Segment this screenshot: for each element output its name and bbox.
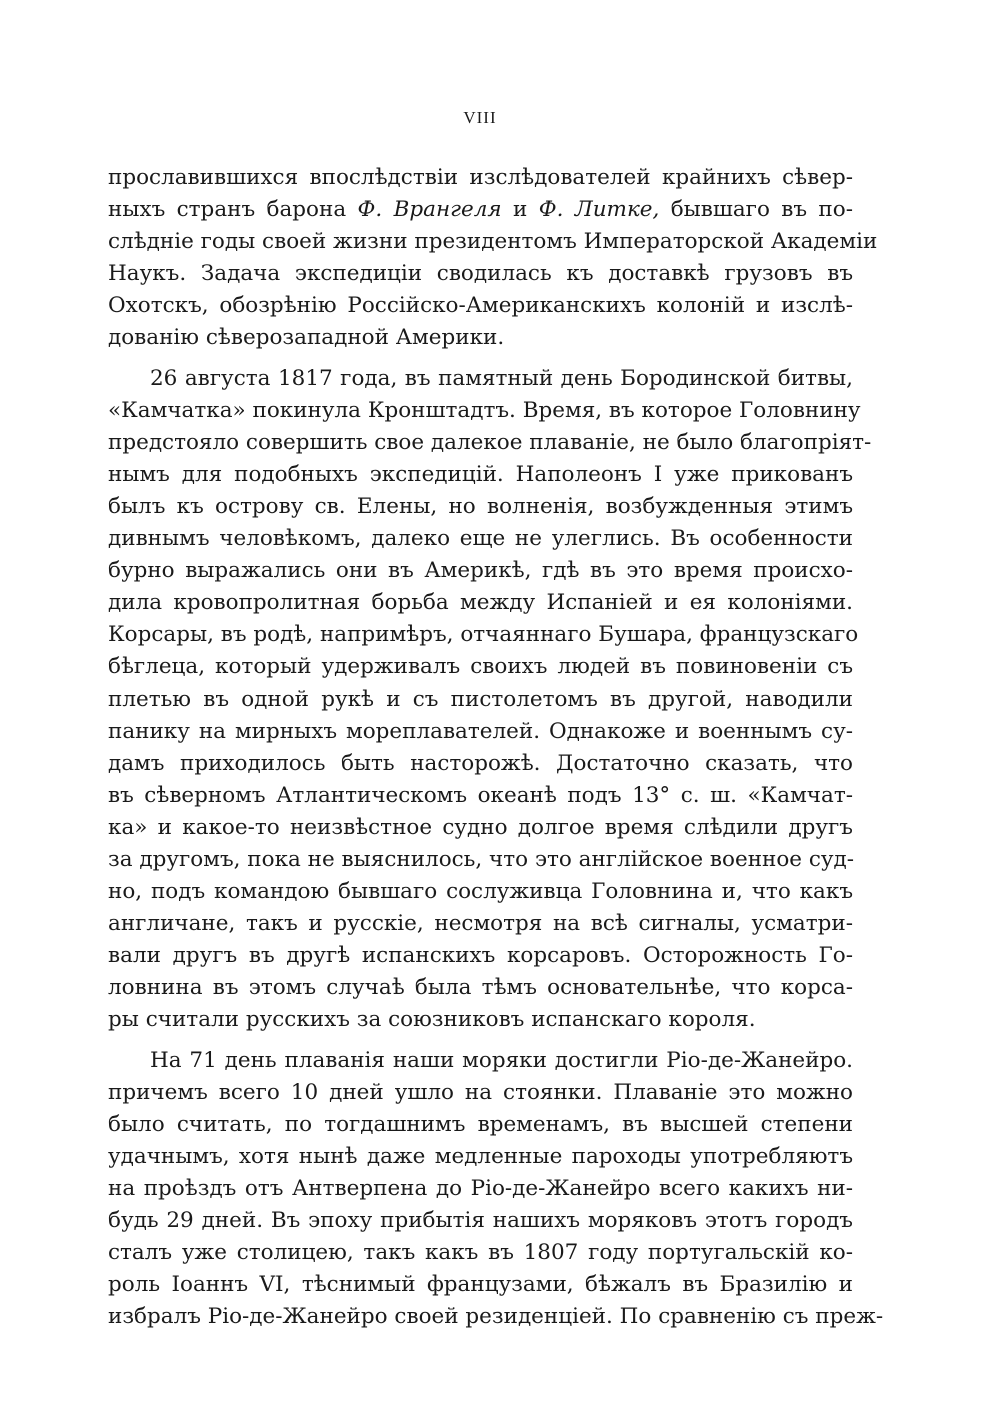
text-line: бурно выражались они въ Америкѣ, гдѣ въ это время происхо- xyxy=(108,558,853,584)
text-line: ка» и какое-то неизвѣстное судно долгое время слѣдили другъ xyxy=(108,814,853,840)
text-line: сталъ уже столицею, такъ какъ въ 1807 году португальскій ко- xyxy=(108,1240,853,1266)
text-line: Охотскъ, обозрѣнію Россійско-Американскихъ колоній и изслѣ- xyxy=(108,293,853,319)
text-line: въ сѣверномъ Атлантическомъ океанѣ подъ 13° с. ш. «Камчат- xyxy=(108,782,853,808)
text-line: англичане, такъ и русскіе, несмотря на всѣ сигналы, усматри- xyxy=(108,911,853,937)
text-line: былъ къ острову св. Елены, но волненія, возбужденныя этимъ xyxy=(108,493,853,519)
text-line: ры считали русскихъ за союзниковъ испанскаго короля. xyxy=(108,1007,756,1033)
name-wrangel: Ф. Врангеля xyxy=(357,197,502,223)
text-line: дивнымъ человѣкомъ, далеко еще не улеглись. Въ особенности xyxy=(108,526,853,552)
text-span: и xyxy=(513,197,528,223)
text-line: роль Іоаннъ VI, тѣснимый французами, бѣжалъ въ Бразилію и xyxy=(108,1272,853,1298)
text-line: бѣглеца, который удерживалъ своихъ людей въ повиновеніи съ xyxy=(108,654,853,680)
paragraph-start: На 71 день плаванія наши моряки достигли Ріо-де-Жанейро. xyxy=(150,1047,853,1073)
text-line: избралъ Ріо-де-Жанейро своей резиденціей. По сравненію съ преж- xyxy=(108,1304,884,1330)
text-line: предстояло совершить свое далекое плаваніе, не было благопріят- xyxy=(108,429,872,455)
text-line: вали другъ въ другѣ испанскихъ корсаровъ. Осторожность Го- xyxy=(108,943,853,969)
text-line: но, подъ командою бывшаго сослуживца Головнина и, что какъ xyxy=(108,879,853,905)
text-line: на проѣздъ отъ Антверпена до Ріо-де-Жанейро всего какихъ ни- xyxy=(108,1175,853,1201)
text-line: дила кровопролитная борьба между Испаніей и ея колоніями. xyxy=(108,590,853,616)
name-litke: Ф. Литке, xyxy=(538,197,660,223)
text-line xyxy=(108,194,853,226)
text-line: удачнымъ, хотя нынѣ даже медленные пароходы употребляютъ xyxy=(108,1143,853,1169)
text-line: Корсары, въ родѣ, напримѣръ, отчаяннаго Бушара, французскаго xyxy=(108,622,859,648)
text-line: ловнина въ этомъ случаѣ была тѣмъ основательнѣе, что корса- xyxy=(108,975,853,1001)
text-line: плетью въ одной рукѣ и съ пистолетомъ въ другой, наводили xyxy=(108,686,853,712)
text-line: панику на мирныхъ мореплавателей. Однакоже и военнымъ су- xyxy=(108,718,853,744)
text-span: ныхъ странъ барона xyxy=(108,197,347,223)
text-line: нымъ для подобныхъ экспедицій. Наполеонъ I уже прикованъ xyxy=(108,461,853,487)
text-line: было считать, по тогдашнимъ временамъ, въ высшей степени xyxy=(108,1111,853,1137)
text-line: Наукъ. Задача экспедиціи сводилась къ доставкѣ грузовъ въ xyxy=(108,261,853,287)
body-text xyxy=(108,162,884,1333)
text-line: дованію сѣверозападной Америки. xyxy=(108,325,505,351)
text-line: за другомъ, пока не выяснилось, что это англійское военное суд- xyxy=(108,846,855,872)
text-line: прославившихся впослѣдствіи изслѣдователей крайнихъ сѣвер- xyxy=(108,165,853,190)
text-line: будь 29 дней. Въ эпоху прибытія нашихъ моряковъ этотъ городъ xyxy=(108,1208,853,1233)
text-line: причемъ всего 10 дней ушло на стоянки. Плаваніе это можно xyxy=(108,1079,853,1105)
text-line: «Камчатка» покинула Кронштадтъ. Время, въ которое Головнину xyxy=(108,397,861,423)
page-number: VIII xyxy=(463,108,497,127)
text-line: слѣдніе годы своей жизни президентомъ Императорской Академіи xyxy=(108,229,878,255)
paragraph-start: 26 августа 1817 года, въ памятный день Бородинской битвы, xyxy=(150,365,853,391)
text-span: бывшаго въ по- xyxy=(670,197,853,223)
text-line: дамъ приходилось быть насторожѣ. Достаточно сказать, что xyxy=(108,750,853,776)
